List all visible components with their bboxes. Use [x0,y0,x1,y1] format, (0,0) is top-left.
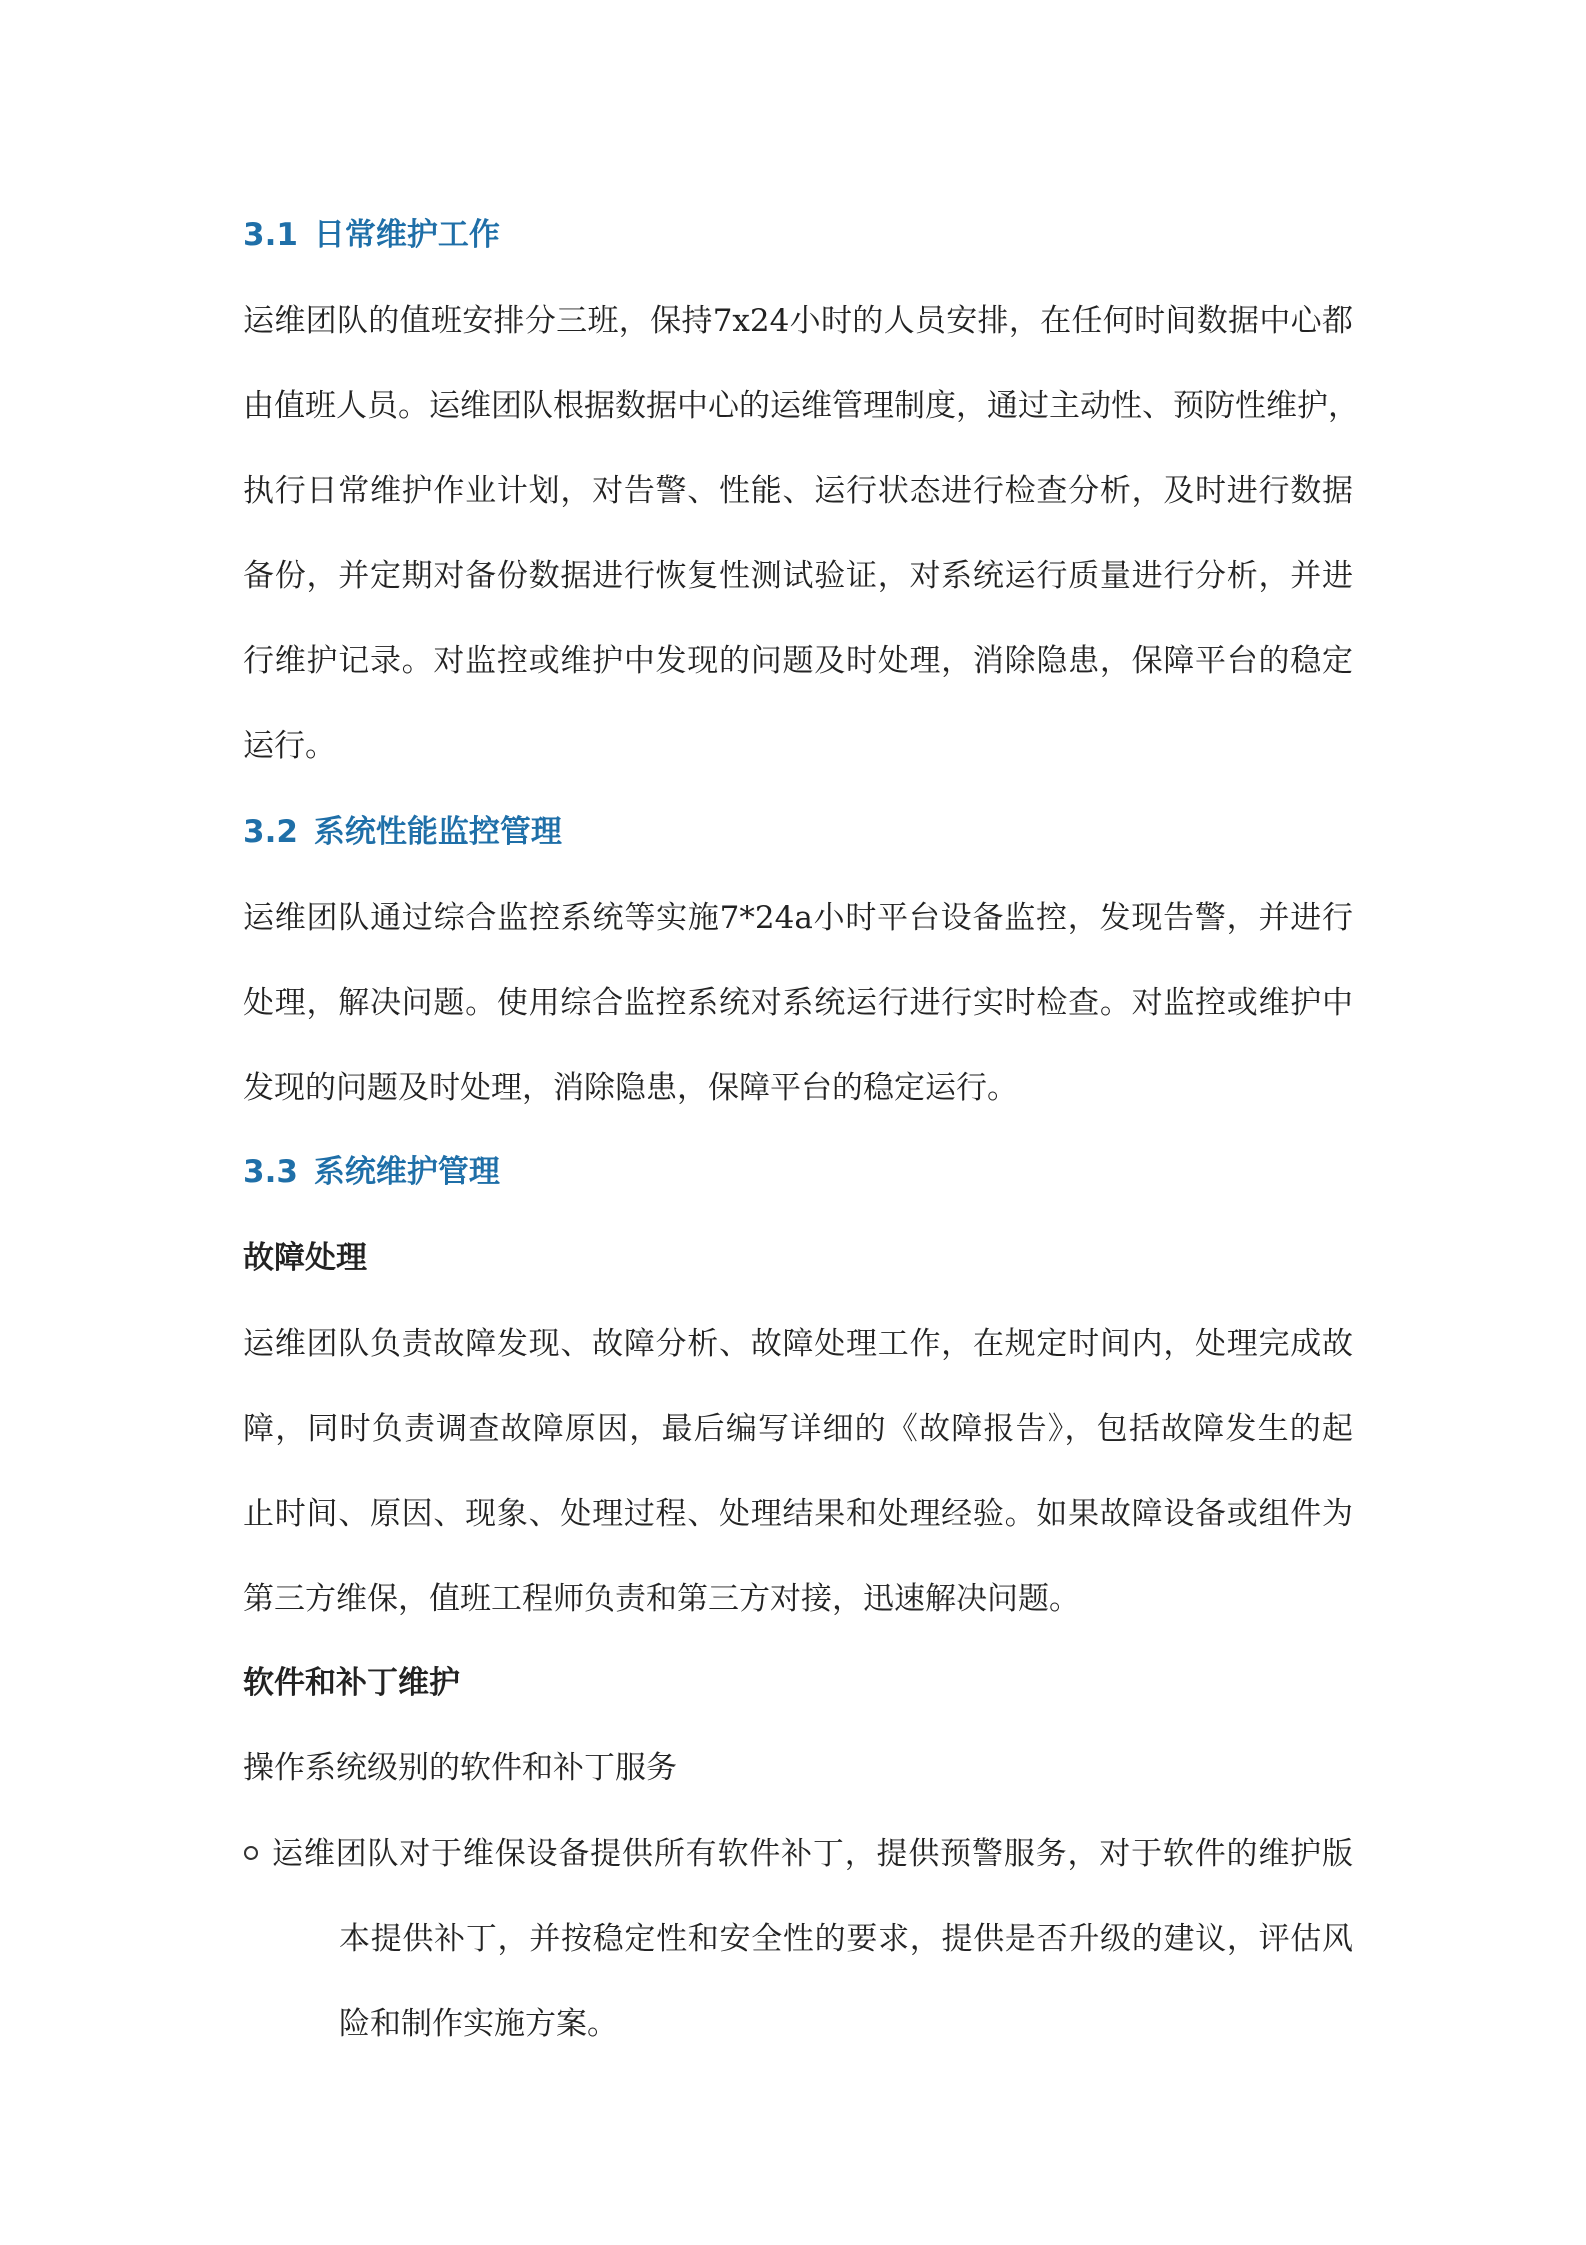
paragraph-line: 运维团队的值班安排分三班，保持7x24小时的人员安排，在任何时间数据中心都 [243,303,1353,339]
paragraph-line: 行维护记录。对监控或维护中发现的问题及时处理，消除隐患，保障平台的稳定 [243,643,1353,679]
paragraph-line: 运维团队通过综合监控系统等实施7*24a小时平台设备监控，发现告警，并进行 [243,900,1353,936]
bullet-line: 本提供补丁，并按稳定性和安全性的要求，提供是否升级的建议，评估风 [339,1921,1353,1957]
paragraph-line: 运行。 [243,728,336,764]
section-number: 3.2 [243,814,298,850]
paragraph-line: 第三方维保，值班工程师负责和第三方对接，迅速解决问题。 [243,1581,1080,1617]
section-number: 3.3 [243,1154,298,1190]
paragraph-line: 止时间、原因、现象、处理过程、处理结果和处理经验。如果故障设备或组件为 [243,1496,1353,1532]
paragraph-line: 由值班人员。运维团队根据数据中心的运维管理制度，通过主动性、预防性维护， [243,388,1359,424]
paragraph-intro: 操作系统级别的软件和补丁服务 [243,1750,677,1786]
section-heading-3-3 [243,1150,500,1194]
paragraph-line: 备份，并定期对备份数据进行恢复性测试验证，对系统运行质量进行分析，并进 [243,558,1353,594]
section-title: 系统维护管理 [313,1154,500,1190]
section-number: 3.1 [243,217,298,253]
section-title: 日常维护工作 [313,217,500,253]
paragraph-line: 障，同时负责调查故障原因，最后编写详细的《故障报告》，包括故障发生的起 [243,1411,1353,1447]
subheading-software-patch: 软件和补丁维护 [243,1665,460,1701]
paragraph-line: 运维团队负责故障发现、故障分析、故障处理工作，在规定时间内，处理完成故 [243,1326,1353,1362]
section-heading-3-2 [243,810,562,854]
bullet-line: 险和制作实施方案。 [339,2006,618,2042]
paragraph-line: 发现的问题及时处理，消除隐患，保障平台的稳定运行。 [243,1070,1018,1106]
bullet-circle-icon [244,1846,258,1860]
section-heading-3-1 [243,213,500,257]
section-title: 系统性能监控管理 [313,814,562,850]
paragraph-line: 执行日常维护作业计划，对告警、性能、运行状态进行检查分析，及时进行数据 [243,473,1353,509]
paragraph-line: 处理，解决问题。使用综合监控系统对系统运行进行实时检查。对监控或维护中 [243,985,1353,1021]
bullet-line: 运维团队对于维保设备提供所有软件补丁，提供预警服务，对于软件的维护版 [272,1836,1353,1872]
subheading-fault-handling: 故障处理 [243,1240,367,1276]
